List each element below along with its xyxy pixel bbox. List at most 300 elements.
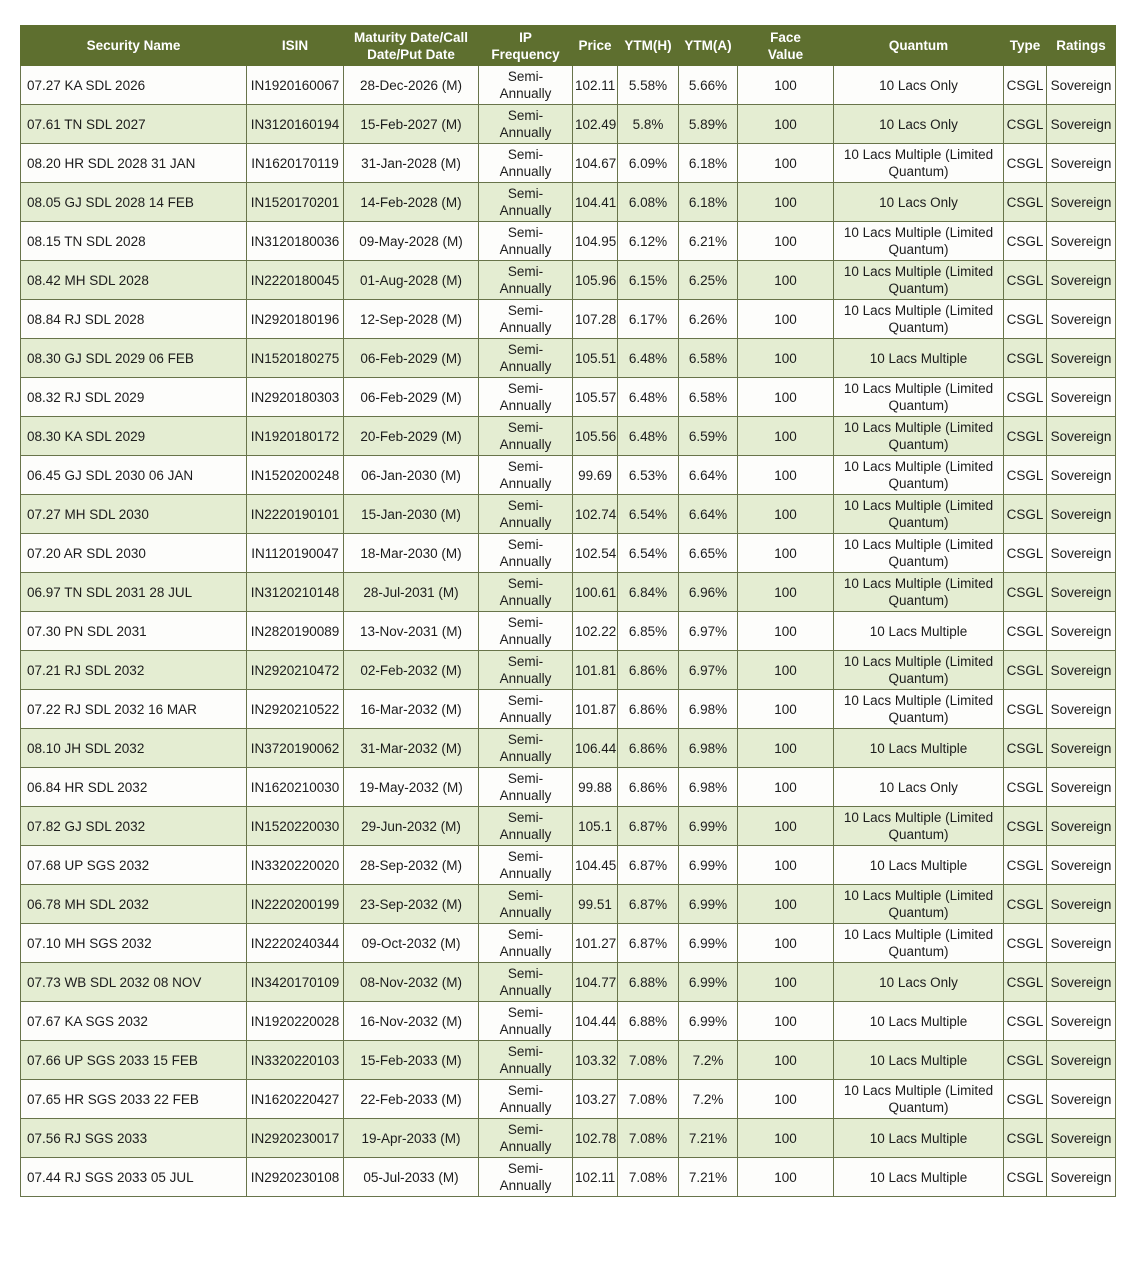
cell-quantum: 10 Lacs Multiple (Limited Quantum)	[834, 378, 1004, 417]
cell-security_name: 07.21 RJ SDL 2032	[21, 651, 247, 690]
cell-ytm_a: 7.21%	[679, 1158, 738, 1197]
cell-ip_frequency: Semi-Annually	[479, 66, 573, 105]
cell-ytm_h: 6.17%	[618, 300, 679, 339]
table-row	[21, 1080, 1116, 1119]
cell-face_value: 100	[738, 261, 834, 300]
cell-type: CSGL	[1004, 1119, 1047, 1158]
cell-price: 99.69	[573, 456, 618, 495]
cell-ytm_h: 6.48%	[618, 339, 679, 378]
cell-ytm_a: 5.89%	[679, 105, 738, 144]
cell-maturity: 16-Nov-2032 (M)	[344, 1002, 479, 1041]
cell-ytm_a: 7.21%	[679, 1119, 738, 1158]
cell-security_name: 07.30 PN SDL 2031	[21, 612, 247, 651]
cell-ip_frequency: Semi-Annually	[479, 1002, 573, 1041]
table-body	[21, 66, 1116, 1197]
cell-ytm_a: 6.99%	[679, 924, 738, 963]
cell-price: 102.49	[573, 105, 618, 144]
cell-face_value: 100	[738, 1158, 834, 1197]
cell-isin: IN3720190062	[247, 729, 344, 768]
cell-isin: IN3120160194	[247, 105, 344, 144]
cell-isin: IN2820190089	[247, 612, 344, 651]
cell-ytm_h: 6.86%	[618, 651, 679, 690]
cell-face_value: 100	[738, 456, 834, 495]
header-ytm_a: YTM(A)	[679, 26, 738, 66]
cell-face_value: 100	[738, 378, 834, 417]
cell-quantum: 10 Lacs Only	[834, 963, 1004, 1002]
cell-face_value: 100	[738, 66, 834, 105]
cell-security_name: 08.32 RJ SDL 2029	[21, 378, 247, 417]
cell-isin: IN2220180045	[247, 261, 344, 300]
table-row	[21, 1002, 1116, 1041]
cell-ytm_h: 6.87%	[618, 846, 679, 885]
cell-security_name: 07.73 WB SDL 2032 08 NOV	[21, 963, 247, 1002]
cell-type: CSGL	[1004, 768, 1047, 807]
cell-face_value: 100	[738, 885, 834, 924]
cell-maturity: 14-Feb-2028 (M)	[344, 183, 479, 222]
cell-ytm_h: 6.86%	[618, 768, 679, 807]
cell-ytm_h: 7.08%	[618, 1119, 679, 1158]
cell-maturity: 05-Jul-2033 (M)	[344, 1158, 479, 1197]
cell-ip_frequency: Semi-Annually	[479, 573, 573, 612]
cell-face_value: 100	[738, 573, 834, 612]
cell-security_name: 07.10 MH SGS 2032	[21, 924, 247, 963]
table-row	[21, 495, 1116, 534]
cell-maturity: 29-Jun-2032 (M)	[344, 807, 479, 846]
cell-face_value: 100	[738, 846, 834, 885]
cell-quantum: 10 Lacs Multiple (Limited Quantum)	[834, 1080, 1004, 1119]
table-row	[21, 807, 1116, 846]
cell-maturity: 02-Feb-2032 (M)	[344, 651, 479, 690]
cell-face_value: 100	[738, 651, 834, 690]
cell-quantum: 10 Lacs Multiple	[834, 612, 1004, 651]
cell-ip_frequency: Semi-Annually	[479, 378, 573, 417]
table-row	[21, 183, 1116, 222]
table-row	[21, 534, 1116, 573]
cell-face_value: 100	[738, 1119, 834, 1158]
cell-ytm_h: 7.08%	[618, 1080, 679, 1119]
cell-ratings: Sovereign	[1047, 612, 1116, 651]
cell-price: 104.44	[573, 1002, 618, 1041]
cell-ytm_a: 6.99%	[679, 885, 738, 924]
cell-isin: IN2920210472	[247, 651, 344, 690]
cell-security_name: 07.44 RJ SGS 2033 05 JUL	[21, 1158, 247, 1197]
cell-ytm_a: 6.98%	[679, 729, 738, 768]
cell-security_name: 07.68 UP SGS 2032	[21, 846, 247, 885]
cell-price: 105.1	[573, 807, 618, 846]
header-face_value: Face Value	[738, 26, 834, 66]
table-row	[21, 768, 1116, 807]
cell-ytm_a: 6.21%	[679, 222, 738, 261]
cell-face_value: 100	[738, 729, 834, 768]
cell-quantum: 10 Lacs Multiple (Limited Quantum)	[834, 417, 1004, 456]
cell-type: CSGL	[1004, 417, 1047, 456]
cell-ytm_a: 6.18%	[679, 144, 738, 183]
cell-ytm_a: 6.99%	[679, 1002, 738, 1041]
cell-ip_frequency: Semi-Annually	[479, 183, 573, 222]
header-isin: ISIN	[247, 26, 344, 66]
cell-isin: IN3320220020	[247, 846, 344, 885]
cell-quantum: 10 Lacs Multiple (Limited Quantum)	[834, 534, 1004, 573]
cell-face_value: 100	[738, 612, 834, 651]
cell-maturity: 31-Mar-2032 (M)	[344, 729, 479, 768]
table-row	[21, 1119, 1116, 1158]
cell-quantum: 10 Lacs Multiple	[834, 1002, 1004, 1041]
cell-maturity: 08-Nov-2032 (M)	[344, 963, 479, 1002]
cell-ip_frequency: Semi-Annually	[479, 924, 573, 963]
cell-type: CSGL	[1004, 495, 1047, 534]
table-row	[21, 456, 1116, 495]
table-row	[21, 963, 1116, 1002]
cell-maturity: 28-Dec-2026 (M)	[344, 66, 479, 105]
cell-type: CSGL	[1004, 807, 1047, 846]
cell-ytm_a: 7.2%	[679, 1080, 738, 1119]
table-row	[21, 66, 1116, 105]
cell-quantum: 10 Lacs Multiple (Limited Quantum)	[834, 300, 1004, 339]
cell-quantum: 10 Lacs Multiple (Limited Quantum)	[834, 924, 1004, 963]
cell-price: 105.51	[573, 339, 618, 378]
cell-ytm_a: 6.58%	[679, 339, 738, 378]
cell-type: CSGL	[1004, 456, 1047, 495]
cell-maturity: 15-Jan-2030 (M)	[344, 495, 479, 534]
cell-ytm_a: 6.98%	[679, 768, 738, 807]
cell-ytm_h: 6.09%	[618, 144, 679, 183]
cell-type: CSGL	[1004, 1158, 1047, 1197]
cell-maturity: 23-Sep-2032 (M)	[344, 885, 479, 924]
cell-isin: IN1920160067	[247, 66, 344, 105]
cell-quantum: 10 Lacs Multiple	[834, 1041, 1004, 1080]
cell-face_value: 100	[738, 534, 834, 573]
cell-type: CSGL	[1004, 183, 1047, 222]
header-quantum: Quantum	[834, 26, 1004, 66]
cell-ip_frequency: Semi-Annually	[479, 417, 573, 456]
cell-ratings: Sovereign	[1047, 495, 1116, 534]
cell-isin: IN1120190047	[247, 534, 344, 573]
cell-security_name: 06.45 GJ SDL 2030 06 JAN	[21, 456, 247, 495]
cell-ytm_h: 6.12%	[618, 222, 679, 261]
cell-isin: IN1920220028	[247, 1002, 344, 1041]
cell-face_value: 100	[738, 924, 834, 963]
cell-face_value: 100	[738, 300, 834, 339]
cell-face_value: 100	[738, 768, 834, 807]
cell-isin: IN1920180172	[247, 417, 344, 456]
cell-ip_frequency: Semi-Annually	[479, 612, 573, 651]
cell-isin: IN1520200248	[247, 456, 344, 495]
cell-quantum: 10 Lacs Multiple (Limited Quantum)	[834, 222, 1004, 261]
cell-price: 104.45	[573, 846, 618, 885]
cell-ratings: Sovereign	[1047, 1119, 1116, 1158]
cell-price: 101.27	[573, 924, 618, 963]
cell-face_value: 100	[738, 1080, 834, 1119]
cell-quantum: 10 Lacs Multiple (Limited Quantum)	[834, 456, 1004, 495]
cell-ytm_a: 6.96%	[679, 573, 738, 612]
cell-ip_frequency: Semi-Annually	[479, 1158, 573, 1197]
cell-security_name: 07.82 GJ SDL 2032	[21, 807, 247, 846]
securities-table	[20, 25, 1116, 1197]
cell-maturity: 28-Jul-2031 (M)	[344, 573, 479, 612]
cell-ytm_h: 6.84%	[618, 573, 679, 612]
cell-quantum: 10 Lacs Multiple (Limited Quantum)	[834, 690, 1004, 729]
cell-maturity: 18-Mar-2030 (M)	[344, 534, 479, 573]
cell-maturity: 20-Feb-2029 (M)	[344, 417, 479, 456]
cell-type: CSGL	[1004, 924, 1047, 963]
cell-quantum: 10 Lacs Multiple	[834, 1158, 1004, 1197]
cell-ip_frequency: Semi-Annually	[479, 807, 573, 846]
cell-ytm_h: 6.08%	[618, 183, 679, 222]
cell-maturity: 09-May-2028 (M)	[344, 222, 479, 261]
table-row	[21, 378, 1116, 417]
cell-quantum: 10 Lacs Only	[834, 183, 1004, 222]
cell-security_name: 08.30 GJ SDL 2029 06 FEB	[21, 339, 247, 378]
cell-quantum: 10 Lacs Multiple (Limited Quantum)	[834, 807, 1004, 846]
cell-face_value: 100	[738, 963, 834, 1002]
table-row	[21, 1158, 1116, 1197]
cell-type: CSGL	[1004, 66, 1047, 105]
cell-quantum: 10 Lacs Multiple	[834, 339, 1004, 378]
cell-price: 101.81	[573, 651, 618, 690]
cell-type: CSGL	[1004, 573, 1047, 612]
table-row	[21, 144, 1116, 183]
cell-face_value: 100	[738, 222, 834, 261]
cell-type: CSGL	[1004, 690, 1047, 729]
cell-ytm_a: 6.99%	[679, 846, 738, 885]
table-row	[21, 729, 1116, 768]
cell-ytm_a: 6.65%	[679, 534, 738, 573]
cell-ip_frequency: Semi-Annually	[479, 222, 573, 261]
cell-face_value: 100	[738, 495, 834, 534]
cell-maturity: 06-Feb-2029 (M)	[344, 378, 479, 417]
cell-ratings: Sovereign	[1047, 729, 1116, 768]
table-row	[21, 573, 1116, 612]
cell-ytm_a: 6.97%	[679, 612, 738, 651]
cell-isin: IN1620170119	[247, 144, 344, 183]
cell-ratings: Sovereign	[1047, 924, 1116, 963]
cell-quantum: 10 Lacs Multiple (Limited Quantum)	[834, 144, 1004, 183]
cell-price: 102.11	[573, 1158, 618, 1197]
cell-quantum: 10 Lacs Multiple	[834, 1119, 1004, 1158]
cell-type: CSGL	[1004, 378, 1047, 417]
cell-ip_frequency: Semi-Annually	[479, 690, 573, 729]
cell-maturity: 09-Oct-2032 (M)	[344, 924, 479, 963]
cell-ytm_h: 6.87%	[618, 885, 679, 924]
table-row	[21, 300, 1116, 339]
cell-security_name: 08.84 RJ SDL 2028	[21, 300, 247, 339]
cell-quantum: 10 Lacs Multiple (Limited Quantum)	[834, 885, 1004, 924]
cell-ytm_a: 6.25%	[679, 261, 738, 300]
cell-type: CSGL	[1004, 885, 1047, 924]
cell-ytm_a: 7.2%	[679, 1041, 738, 1080]
cell-isin: IN2220200199	[247, 885, 344, 924]
cell-ytm_a: 6.26%	[679, 300, 738, 339]
table-row	[21, 261, 1116, 300]
cell-type: CSGL	[1004, 339, 1047, 378]
cell-ratings: Sovereign	[1047, 1080, 1116, 1119]
cell-security_name: 07.65 HR SGS 2033 22 FEB	[21, 1080, 247, 1119]
cell-ytm_h: 6.86%	[618, 729, 679, 768]
cell-ratings: Sovereign	[1047, 768, 1116, 807]
header-ytm_h: YTM(H)	[618, 26, 679, 66]
cell-ytm_a: 6.18%	[679, 183, 738, 222]
cell-quantum: 10 Lacs Multiple (Limited Quantum)	[834, 495, 1004, 534]
cell-ytm_h: 6.54%	[618, 495, 679, 534]
cell-security_name: 06.97 TN SDL 2031 28 JUL	[21, 573, 247, 612]
cell-price: 104.77	[573, 963, 618, 1002]
table-row	[21, 885, 1116, 924]
cell-type: CSGL	[1004, 729, 1047, 768]
cell-security_name: 06.84 HR SDL 2032	[21, 768, 247, 807]
header-maturity: Maturity Date/Call Date/Put Date	[344, 26, 479, 66]
cell-price: 105.96	[573, 261, 618, 300]
cell-isin: IN1620220427	[247, 1080, 344, 1119]
cell-price: 104.41	[573, 183, 618, 222]
cell-isin: IN2920180303	[247, 378, 344, 417]
cell-price: 99.51	[573, 885, 618, 924]
header-security_name: Security Name	[21, 26, 247, 66]
cell-ratings: Sovereign	[1047, 456, 1116, 495]
cell-maturity: 15-Feb-2033 (M)	[344, 1041, 479, 1080]
cell-security_name: 08.20 HR SDL 2028 31 JAN	[21, 144, 247, 183]
cell-ytm_h: 6.54%	[618, 534, 679, 573]
cell-isin: IN1520180275	[247, 339, 344, 378]
cell-ip_frequency: Semi-Annually	[479, 495, 573, 534]
cell-quantum: 10 Lacs Multiple (Limited Quantum)	[834, 573, 1004, 612]
header-row	[21, 26, 1116, 66]
cell-ratings: Sovereign	[1047, 963, 1116, 1002]
cell-type: CSGL	[1004, 963, 1047, 1002]
cell-ytm_a: 6.64%	[679, 495, 738, 534]
table-row	[21, 1041, 1116, 1080]
cell-ytm_h: 7.08%	[618, 1041, 679, 1080]
cell-isin: IN3420170109	[247, 963, 344, 1002]
securities-table-container	[20, 25, 1117, 1197]
cell-isin: IN1520220030	[247, 807, 344, 846]
cell-ytm_h: 6.48%	[618, 378, 679, 417]
table-row	[21, 612, 1116, 651]
cell-isin: IN3120180036	[247, 222, 344, 261]
cell-ytm_h: 6.48%	[618, 417, 679, 456]
cell-ip_frequency: Semi-Annually	[479, 768, 573, 807]
cell-ip_frequency: Semi-Annually	[479, 339, 573, 378]
cell-maturity: 16-Mar-2032 (M)	[344, 690, 479, 729]
cell-price: 105.56	[573, 417, 618, 456]
cell-security_name: 07.67 KA SGS 2032	[21, 1002, 247, 1041]
cell-ratings: Sovereign	[1047, 651, 1116, 690]
cell-security_name: 08.10 JH SDL 2032	[21, 729, 247, 768]
cell-ratings: Sovereign	[1047, 573, 1116, 612]
cell-ratings: Sovereign	[1047, 378, 1116, 417]
cell-ytm_h: 6.85%	[618, 612, 679, 651]
table-row	[21, 690, 1116, 729]
cell-type: CSGL	[1004, 1002, 1047, 1041]
table-row	[21, 651, 1116, 690]
cell-isin: IN2220190101	[247, 495, 344, 534]
cell-face_value: 100	[738, 417, 834, 456]
cell-ratings: Sovereign	[1047, 534, 1116, 573]
cell-type: CSGL	[1004, 105, 1047, 144]
cell-ratings: Sovereign	[1047, 1158, 1116, 1197]
cell-ip_frequency: Semi-Annually	[479, 534, 573, 573]
cell-maturity: 19-May-2032 (M)	[344, 768, 479, 807]
cell-ratings: Sovereign	[1047, 222, 1116, 261]
cell-ip_frequency: Semi-Annually	[479, 300, 573, 339]
cell-ytm_a: 6.97%	[679, 651, 738, 690]
cell-security_name: 08.05 GJ SDL 2028 14 FEB	[21, 183, 247, 222]
cell-isin: IN2920230108	[247, 1158, 344, 1197]
cell-price: 102.11	[573, 66, 618, 105]
cell-type: CSGL	[1004, 846, 1047, 885]
cell-maturity: 01-Aug-2028 (M)	[344, 261, 479, 300]
cell-ratings: Sovereign	[1047, 144, 1116, 183]
cell-face_value: 100	[738, 144, 834, 183]
cell-quantum: 10 Lacs Multiple	[834, 846, 1004, 885]
cell-security_name: 07.27 MH SDL 2030	[21, 495, 247, 534]
cell-security_name: 08.30 KA SDL 2029	[21, 417, 247, 456]
cell-ip_frequency: Semi-Annually	[479, 1041, 573, 1080]
cell-security_name: 07.27 KA SDL 2026	[21, 66, 247, 105]
cell-ytm_a: 6.58%	[679, 378, 738, 417]
cell-price: 101.87	[573, 690, 618, 729]
cell-ratings: Sovereign	[1047, 300, 1116, 339]
cell-price: 99.88	[573, 768, 618, 807]
table-row	[21, 846, 1116, 885]
cell-ip_frequency: Semi-Annually	[479, 456, 573, 495]
table-row	[21, 222, 1116, 261]
cell-ytm_a: 6.59%	[679, 417, 738, 456]
cell-ytm_h: 6.86%	[618, 690, 679, 729]
cell-security_name: 07.61 TN SDL 2027	[21, 105, 247, 144]
cell-price: 104.67	[573, 144, 618, 183]
cell-ratings: Sovereign	[1047, 261, 1116, 300]
cell-face_value: 100	[738, 1041, 834, 1080]
cell-ytm_h: 7.08%	[618, 1158, 679, 1197]
cell-maturity: 12-Sep-2028 (M)	[344, 300, 479, 339]
cell-isin: IN2220240344	[247, 924, 344, 963]
cell-price: 100.61	[573, 573, 618, 612]
cell-ytm_h: 5.8%	[618, 105, 679, 144]
cell-ratings: Sovereign	[1047, 690, 1116, 729]
cell-price: 102.22	[573, 612, 618, 651]
cell-ytm_a: 6.99%	[679, 963, 738, 1002]
cell-ytm_h: 5.58%	[618, 66, 679, 105]
cell-ratings: Sovereign	[1047, 1002, 1116, 1041]
cell-security_name: 08.42 MH SDL 2028	[21, 261, 247, 300]
cell-ytm_a: 6.64%	[679, 456, 738, 495]
cell-price: 105.57	[573, 378, 618, 417]
cell-maturity: 06-Feb-2029 (M)	[344, 339, 479, 378]
cell-ratings: Sovereign	[1047, 807, 1116, 846]
cell-face_value: 100	[738, 1002, 834, 1041]
cell-ratings: Sovereign	[1047, 846, 1116, 885]
cell-face_value: 100	[738, 690, 834, 729]
cell-ip_frequency: Semi-Annually	[479, 1080, 573, 1119]
cell-price: 102.54	[573, 534, 618, 573]
header-ratings: Ratings	[1047, 26, 1116, 66]
cell-maturity: 06-Jan-2030 (M)	[344, 456, 479, 495]
cell-isin: IN2920210522	[247, 690, 344, 729]
cell-ip_frequency: Semi-Annually	[479, 651, 573, 690]
cell-price: 104.95	[573, 222, 618, 261]
cell-ip_frequency: Semi-Annually	[479, 144, 573, 183]
cell-type: CSGL	[1004, 1041, 1047, 1080]
cell-isin: IN3120210148	[247, 573, 344, 612]
cell-maturity: 22-Feb-2033 (M)	[344, 1080, 479, 1119]
cell-ytm_h: 6.53%	[618, 456, 679, 495]
cell-ratings: Sovereign	[1047, 339, 1116, 378]
cell-quantum: 10 Lacs Only	[834, 105, 1004, 144]
cell-isin: IN2920230017	[247, 1119, 344, 1158]
cell-maturity: 19-Apr-2033 (M)	[344, 1119, 479, 1158]
cell-ytm_a: 6.99%	[679, 807, 738, 846]
cell-security_name: 07.56 RJ SGS 2033	[21, 1119, 247, 1158]
